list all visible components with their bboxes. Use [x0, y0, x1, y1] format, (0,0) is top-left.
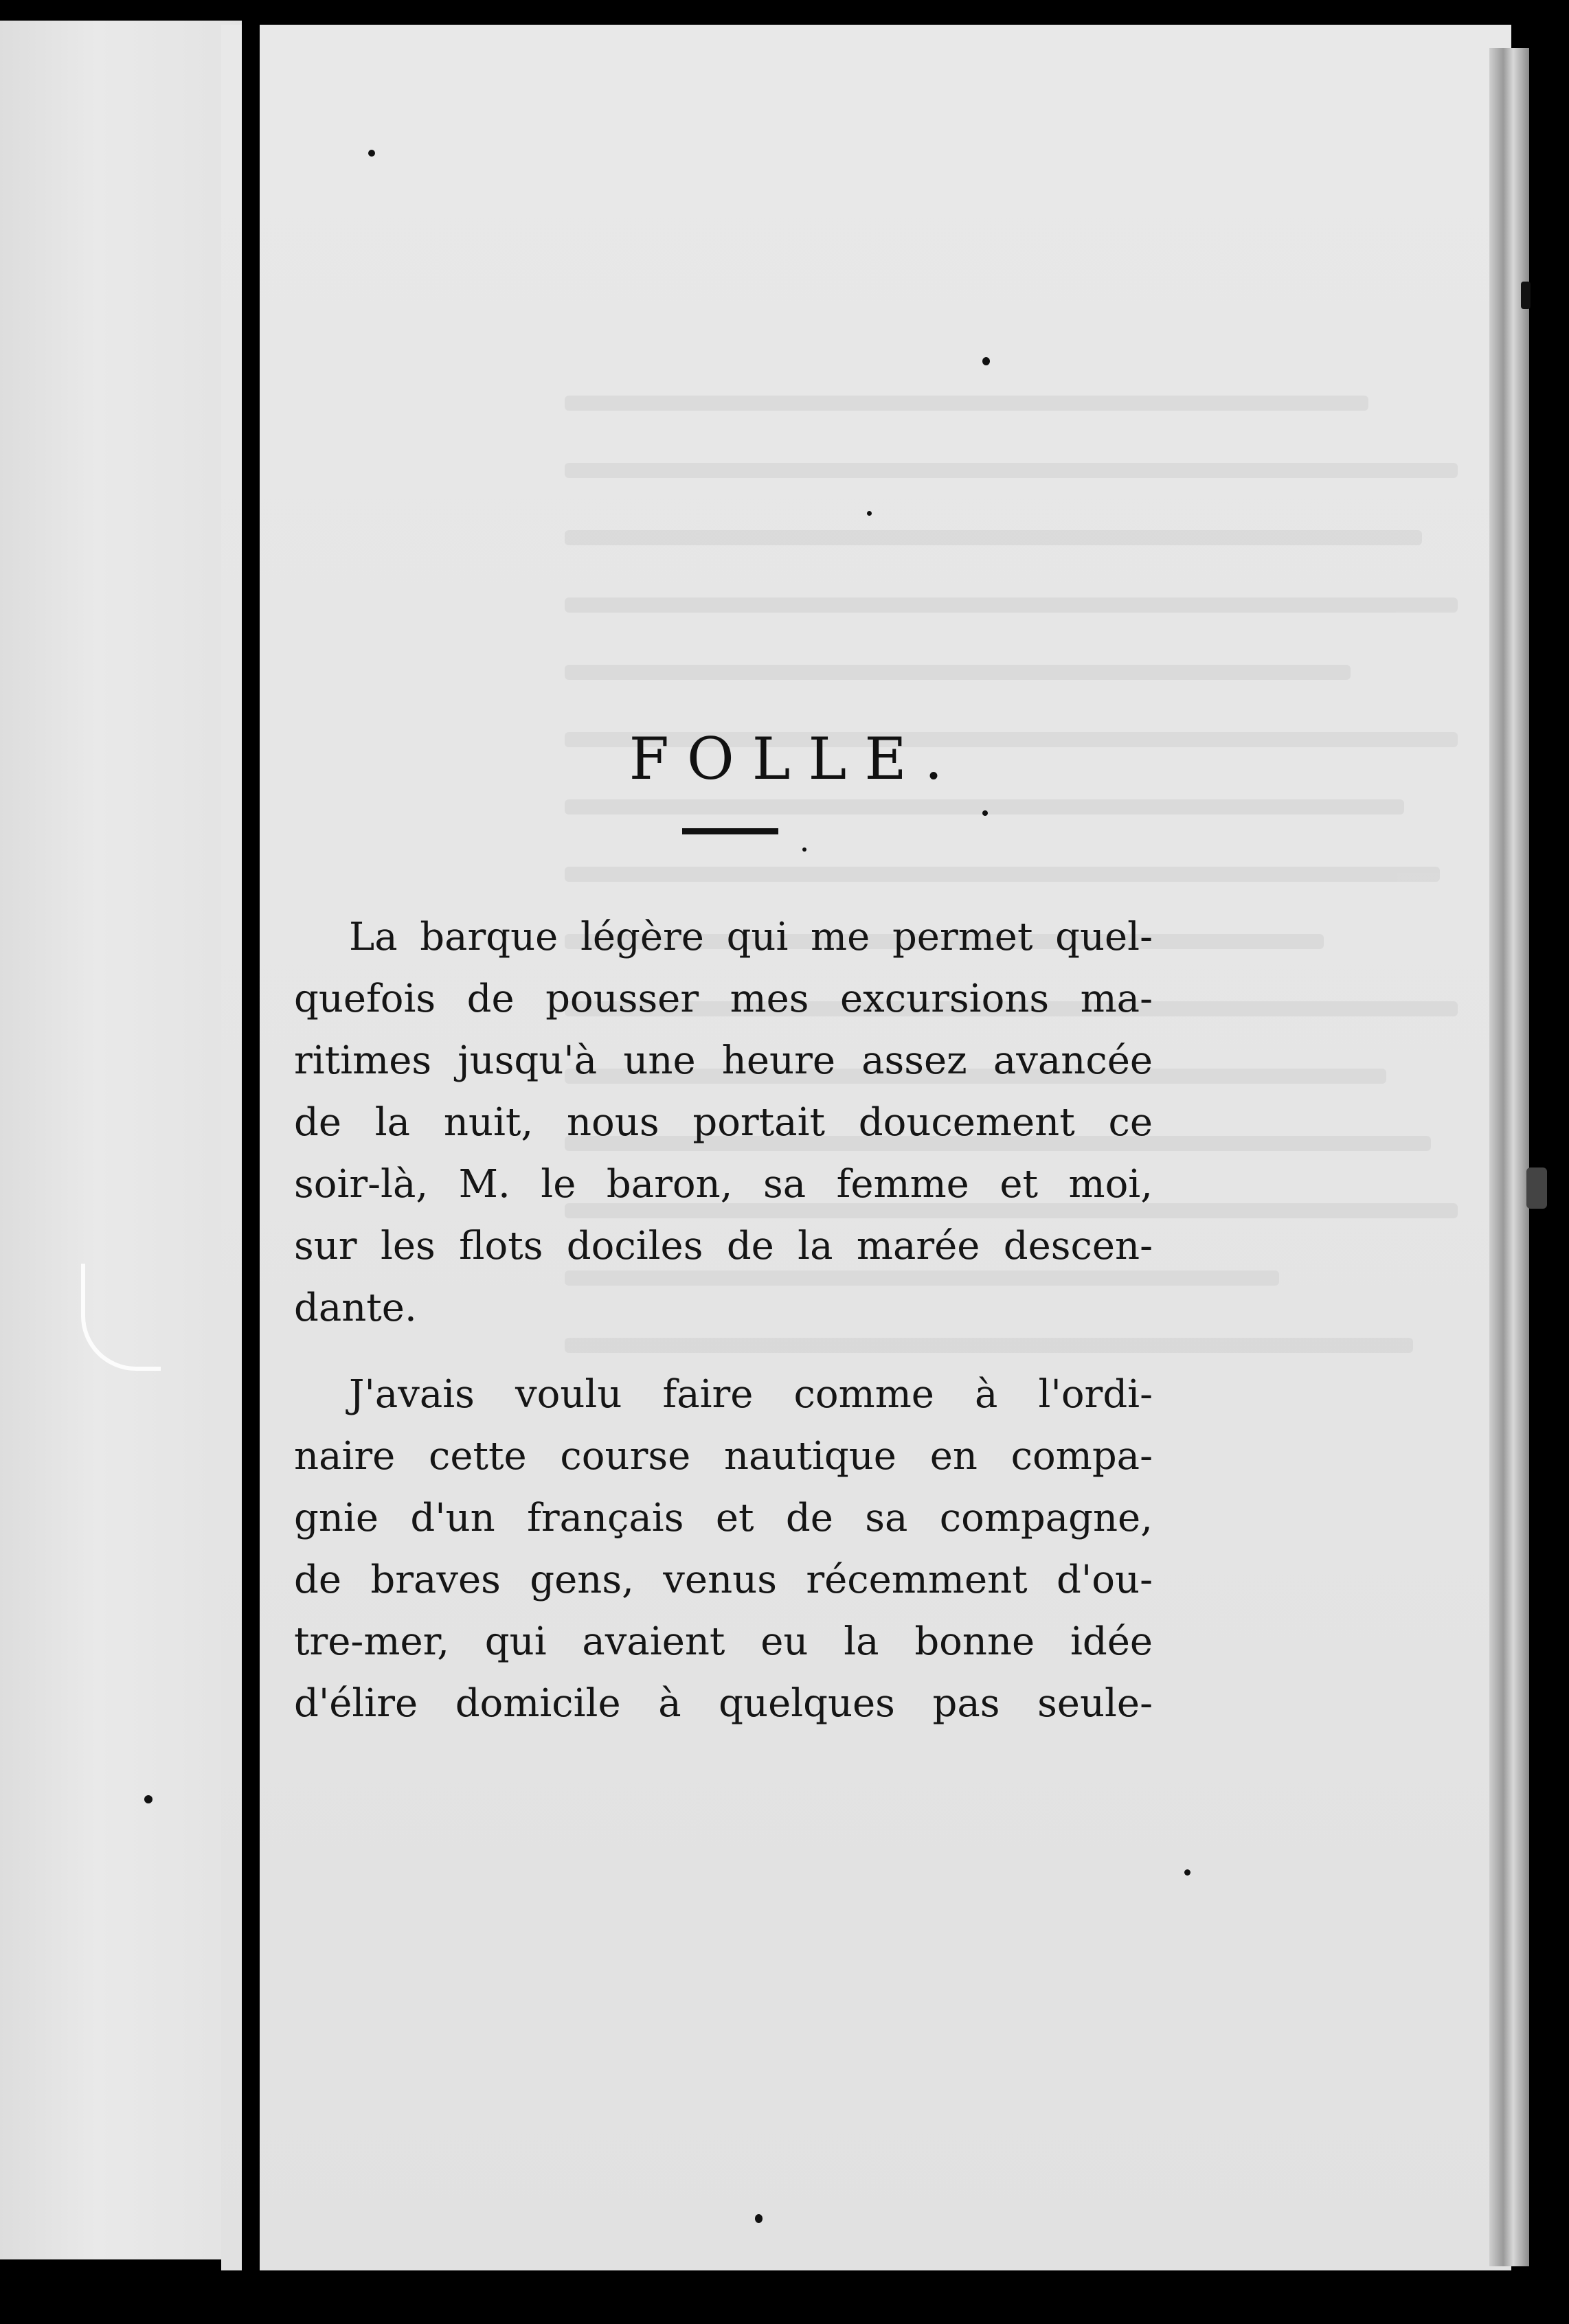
- text-line: La barque légère qui me permet quel-: [349, 915, 1153, 959]
- paragraph: [294, 1364, 1153, 1735]
- text-line: quefois de pousser mes excursions ma-: [294, 977, 1153, 1021]
- paragraph: [294, 907, 1153, 1339]
- left-facing-page: [0, 21, 242, 2259]
- text-line: ritimes jusqu'à une heure assez avancée: [294, 1038, 1153, 1083]
- ink-speck: [1521, 282, 1531, 309]
- text-line: sur les flots dociles de la marée descen-: [294, 1224, 1153, 1268]
- title-rule: [682, 828, 778, 834]
- text-line: d'élire domicile à quelques pas seule-: [294, 1681, 1153, 1726]
- ink-speck: [867, 511, 872, 516]
- text-line: tre-mer, qui avaient eu la bonne idée: [294, 1619, 1153, 1664]
- text-line: gnie d'un français et de sa compagne,: [294, 1496, 1153, 1540]
- chapter-title: FOLLE.: [629, 725, 961, 793]
- ink-speck: [755, 2214, 763, 2223]
- text-line: J'avais voulu faire comme à l'ordi-: [349, 1372, 1153, 1417]
- text-line: de braves gens, venus récemment d'ou-: [294, 1558, 1153, 1602]
- text-line: naire cette course nautique en compa-: [294, 1434, 1153, 1479]
- page-edge: [1489, 48, 1529, 2266]
- ink-speck: [1526, 1167, 1547, 1209]
- text-line: de la nuit, nous portait doucement ce: [294, 1100, 1153, 1145]
- ink-speck: [1184, 1869, 1190, 1876]
- ink-speck: [144, 1795, 153, 1803]
- text-line: dante.: [294, 1286, 417, 1330]
- ink-speck: [982, 810, 988, 816]
- ink-speck: [982, 357, 990, 365]
- text-line: soir-là, M. le baron, sa femme et moi,: [294, 1162, 1153, 1207]
- body-text: [294, 907, 1153, 1735]
- page-gutter: [242, 21, 260, 2280]
- ink-speck: [368, 150, 375, 157]
- ink-speck: [802, 847, 806, 852]
